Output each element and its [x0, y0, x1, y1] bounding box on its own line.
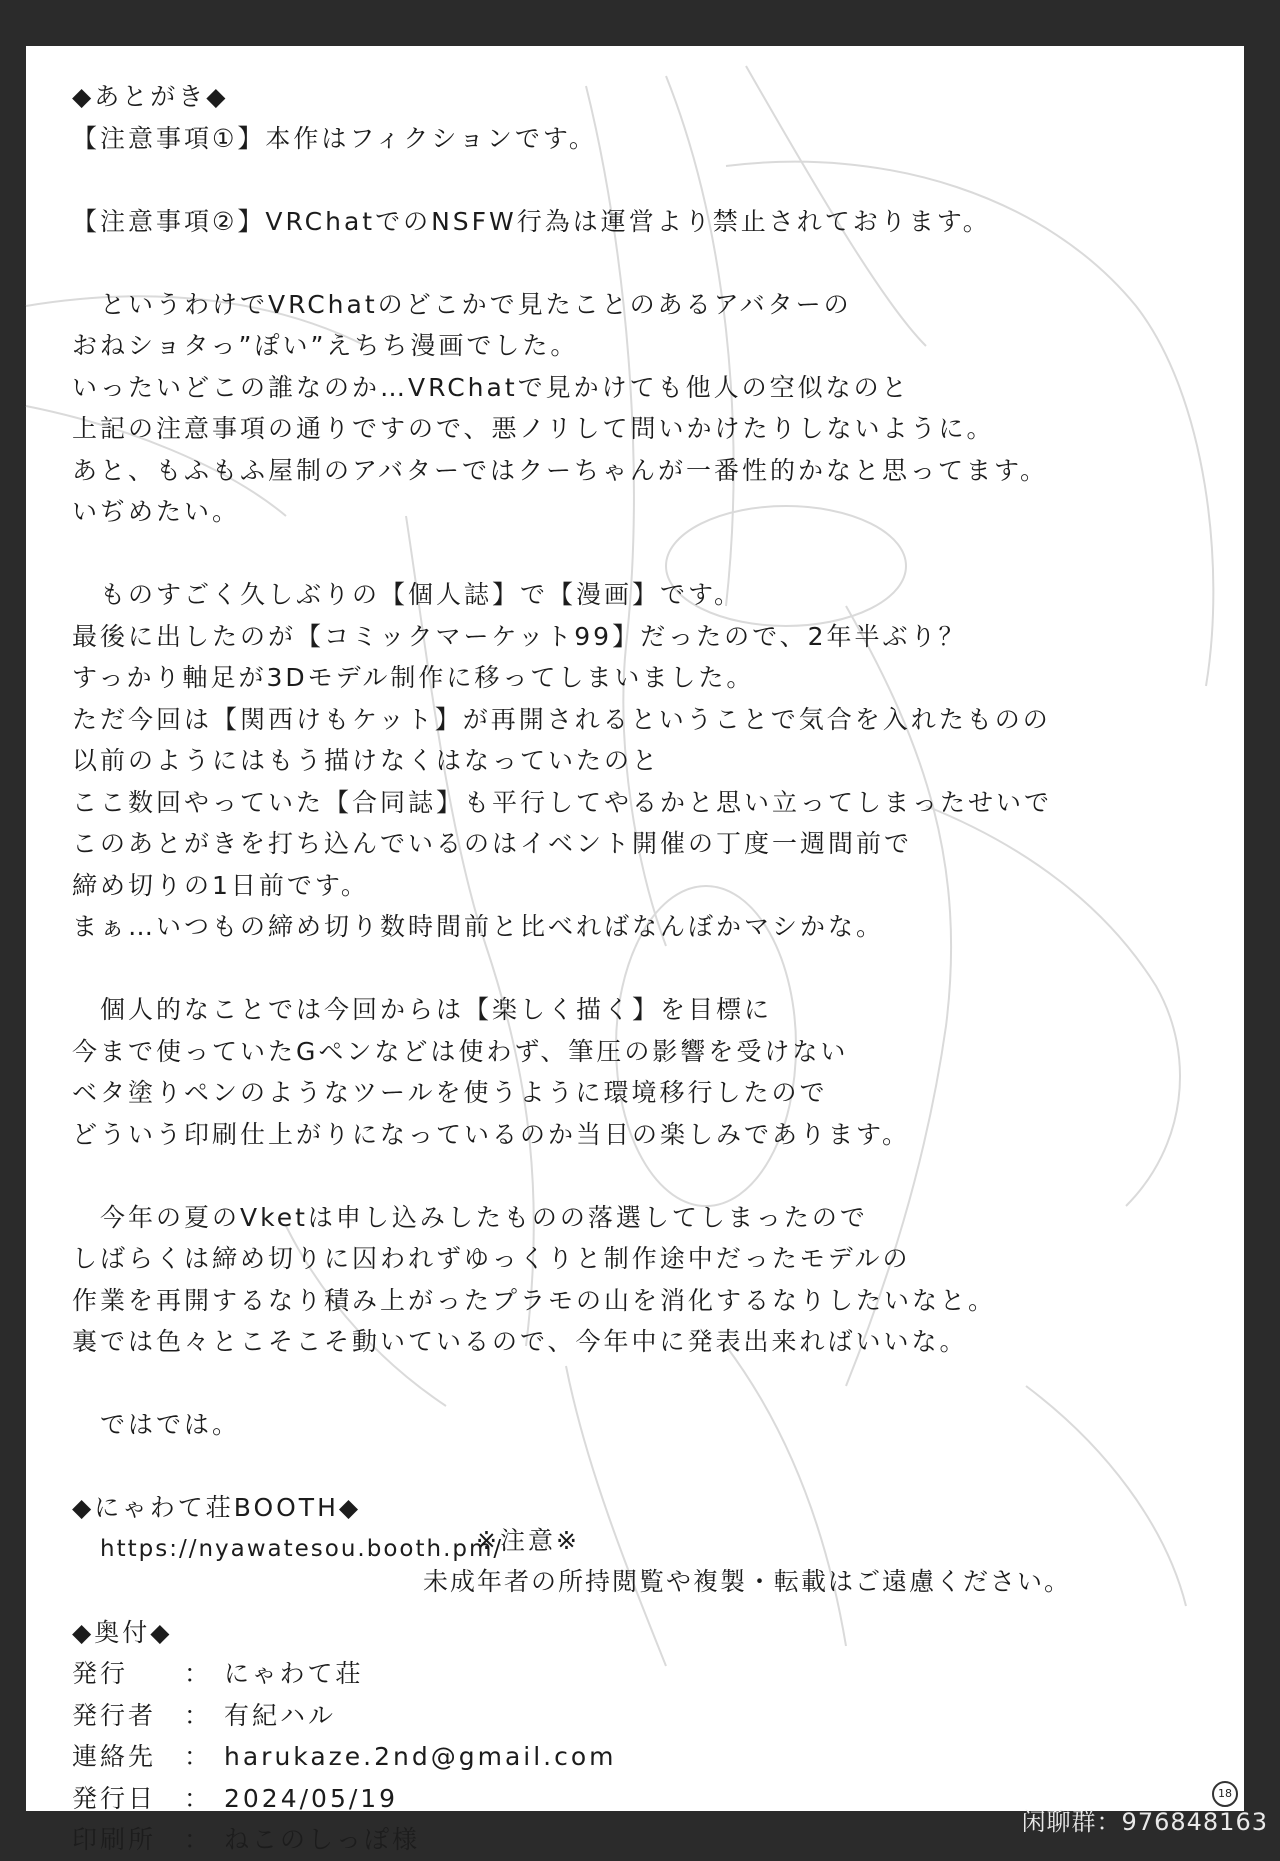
colophon-value: ねこのしっぽ様: [224, 1825, 421, 1854]
colophon-key: 発行者: [72, 1700, 157, 1730]
afterword-line: おねショタっ”ぽい”えちち漫画でした。: [72, 331, 579, 360]
afterword-line: [72, 948, 1222, 990]
afterword-heading: ◆あとがき◆: [72, 82, 229, 111]
afterword-line: 裏では色々とこそこそ動いているので、今年中に発表出来ればいいな。: [72, 1327, 968, 1356]
colophon-value: 2024/05/19: [224, 1783, 399, 1813]
notice-heading: ※注意※: [476, 1526, 580, 1555]
colophon-value: 有紀ハル: [224, 1700, 337, 1730]
afterword-line: いぢめたい。: [72, 497, 241, 526]
afterword-line: [72, 1363, 1222, 1405]
afterword-line: というわけでVRChatのどこかで見たことのあるアバターの: [72, 289, 852, 319]
afterword-line: [72, 533, 1222, 575]
booth-heading: ◆にゃわて荘BOOTH◆: [72, 1493, 362, 1522]
afterword-line: すっかり軸足が3Dモデル制作に移ってしまいました。: [72, 663, 755, 692]
afterword-line: 上記の注意事項の通りですので、悪ノリして問いかけたりしないように。: [72, 414, 995, 443]
afterword-line: しばらくは締め切りに囚われずゆっくりと制作途中だったモデルの: [72, 1244, 911, 1273]
colophon-row: [72, 1695, 1222, 1737]
afterword-line: ものすごく久しぶりの【個人誌】で【漫画】です。: [72, 580, 743, 609]
notice-text: 未成年者の所持閲覧や複製・転載はご遠慮ください。: [423, 1567, 1072, 1596]
afterword-line: 今年の夏のVketは申し込みしたものの落選してしまったので: [72, 1202, 868, 1232]
page-number: 18: [1212, 1781, 1238, 1807]
booth-url-link[interactable]: https://nyawatesou.booth.pm/: [100, 1535, 504, 1562]
afterword-line: 以前のようにはもう描けなくはなっていたのと: [72, 746, 661, 775]
colophon-row: [72, 1736, 1222, 1778]
colophon-separator: ：: [184, 1825, 213, 1854]
colophon-value: にゃわて荘: [224, 1659, 364, 1688]
afterword-line: 作業を再開するなり積み上がったプラモの山を消化するなりしたいなと。: [72, 1285, 997, 1315]
watermark-text: 闲聊群：976848163: [1021, 1808, 1268, 1836]
afterword-line: [72, 242, 1222, 284]
afterword-body: [72, 118, 1222, 1488]
afterword-line: いったいどこの誰なのか…VRChatで見かけても他人の空似なのと: [72, 372, 910, 402]
afterword-line: ではでは。: [72, 1410, 241, 1439]
afterword-line: 【注意事項②】VRChatでのNSFW行為は運営より禁止されております。: [72, 206, 991, 236]
colophon-key: 発行: [72, 1659, 129, 1688]
afterword-line: このあとがきを打ち込んでいるのはイベント開催の丁度一週間前で: [72, 829, 913, 858]
colophon-heading: ◆奥付◆: [72, 1617, 173, 1647]
afterword-line: 今まで使っていたGペンなどは使わず、筆圧の影響を受けない: [72, 1036, 849, 1066]
colophon-separator: ：: [184, 1659, 213, 1688]
afterword-line: どういう印刷仕上がりになっているのか当日の楽しみであります。: [72, 1119, 911, 1149]
afterword-line: 個人的なことでは今回からは【楽しく描く】を目標に: [72, 995, 773, 1024]
afterword-line: まぁ…いつもの締め切り数時間前と比べればなんぼかマシかな。: [72, 912, 885, 941]
colophon-key: 連絡先: [72, 1742, 157, 1771]
afterword-line: 最後に出したのが【コミックマーケット99】だったので、2年半ぶり？: [72, 621, 967, 651]
afterword-line: ここ数回やっていた【合同誌】も平行してやるかと思い立ってしまったせいで: [72, 787, 1053, 817]
afterword-line: [72, 1155, 1222, 1197]
colophon-row: [72, 1653, 1222, 1695]
colophon-separator: ：: [184, 1742, 213, 1771]
afterword-line: 締め切りの1日前です。: [72, 870, 369, 900]
colophon-separator: ：: [184, 1783, 213, 1813]
afterword-line: あと、もふもふ屋制のアバターではクーちゃんが一番性的かなと思ってます。: [72, 455, 1049, 485]
colophon-key: 印刷所: [72, 1825, 157, 1854]
afterword-line: ただ今回は【関西けもケット】が再開されるということで気合を入れたものの: [72, 704, 1051, 734]
afterword-line: 【注意事項①】本作はフィクションです。: [72, 123, 597, 153]
colophon-key: 発行日: [72, 1783, 157, 1813]
afterword-line: [72, 1446, 1222, 1488]
colophon-value[interactable]: harukaze.2nd@gmail.com: [224, 1742, 617, 1771]
afterword-line: ベタ塗りペンのようなツールを使うように環境移行したので: [72, 1078, 828, 1107]
afterword-line: [72, 159, 1222, 201]
colophon-separator: ：: [184, 1700, 213, 1730]
